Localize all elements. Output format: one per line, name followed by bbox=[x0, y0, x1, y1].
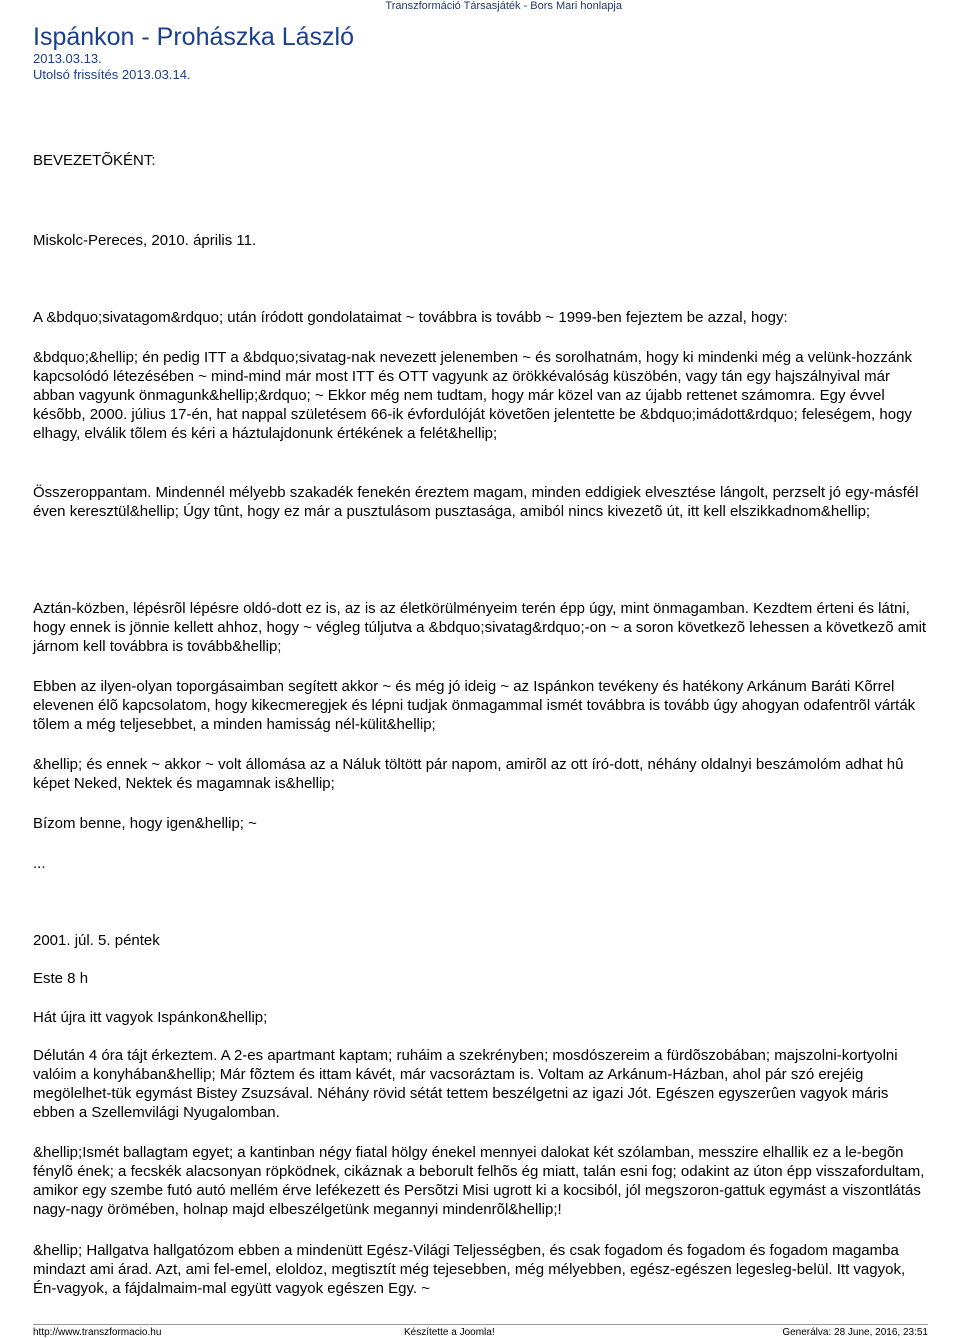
paragraph: &hellip;Ismét ballagtam egyet; a kantinban négy fiatal hölgy énekel mennyei dalokat két szólamban, messzire elhallik ez a le-begõn fénylõ ének; a fecskék alacsonyan röpködnek, cikáznak a beborult felhõs ég miatt, talán esni fog; odakint az úton épp visszafordultam, amikor egy szembe futó autó mellém érve lefékezett és Persõtzi Misi ugrott ki a kocsiból, jól megszoron-gattuk egymást a viszontlátás nagy-nagy örömében, holnap majd elbeszélgetünk megannyi mindenrõl&hellip;! bbox=[33, 1144, 925, 1218]
paragraph: A &bdquo;sivatagom&rdquo; után íródott gondolataimat ~ továbbra is tovább ~ 1999-ben fejeztem be azzal, hogy: bbox=[33, 309, 788, 326]
paragraph: &hellip; és ennek ~ akkor ~ volt állomása az a Náluk töltött pár napom, amirõl az ott író-dott, néhány oldalnyi beszámolóm adhat hû képet Neked, Nektek és magamnak is&hellip; bbox=[33, 756, 904, 792]
site-header: Transzformáció Társasjáték - Bors Mari honlapja bbox=[385, 0, 622, 12]
paragraph: Délután 4 óra tájt érkeztem. A 2-es apartmant kaptam; ruháim a szekrényben; mosdószereim a fürdõszobában; majszolni-kortyolni valóim a konyhában&hellip; Már fõztem és ittam kávét, már vacsoráztam is. Voltam az Arkánum-Házban, ahol pár szó erejéig megölelhet-tük egymást Bistey Zsuzsával. Néhány rövid sétát tettem beszélgetni az igazi Jót. Egészen egyszerûen vagyok máris ebben a Szellemvilági Nyugalomban. bbox=[33, 1047, 898, 1121]
paragraph: &bdquo;&hellip; én pedig ITT a &bdquo;sivatag-nak nevezett jelenemben ~ és sorolhatnám, hogy ki mindenki még a velünk-hozzánk kapcsolódó létezésében ~ mind-mind már most ITT és OTT vagyunk az örökkévalóság küszöbén, vagy tán egy hajszálnyival már abban vagyunk önmagunk&hellip;&rdquo; ~ Ekkor még nem tudtam, hogy már közel van az újabb rettenet számomra. Egy évvel késõbb, 2000. július 17-én, hat nappal születésem 66-ik évfordulóját követõen jelentette be &bdquo;imádott&rdquo; feleségem, hogy elhagy, elválik tõlem és kéri a háztulajdonunk értékének a felét&hellip; bbox=[33, 349, 913, 442]
footer-url[interactable]: http://www.transzformacio.hu bbox=[33, 1327, 162, 1338]
paragraph: 2001. júl. 5. péntek bbox=[33, 932, 160, 949]
paragraph: Ebben az ilyen-olyan toporgásaimban segített akkor ~ és még jó ideig ~ az Ispánkon tevékeny és hatékony Arkánum Baráti Kõrrel elevenen élõ kapcsolatom, hogy kikecmeregjek és lépni tudjak önmagammal ismét továbbra is tovább úgy ahogyan odafentrõl várták tõlem a még teljesebbet, a minden hamisság nél-külit&hellip; bbox=[33, 678, 916, 733]
paragraph: Hát újra itt vagyok Ispánkon&hellip; bbox=[33, 1009, 268, 1026]
paragraph: BEVEZETÕKÉNT: bbox=[33, 152, 156, 169]
footer-made-by: Készítette a Joomla! bbox=[404, 1327, 495, 1338]
footer-generated: Generálva: 28 June, 2016, 23:51 bbox=[782, 1327, 928, 1338]
article-dates bbox=[33, 51, 191, 83]
article-title: Ispánkon - Prohászka László bbox=[33, 23, 355, 51]
paragraph: &hellip; Hallgatva hallgatózom ebben a mindenütt Egész-Világi Teljességben, és csak fogadom és fogadom és fogadom magamba mindazt ami árad. Azt, ami fel-emel, eloldoz, megtisztít még tejesebben, még mélyebben, egész-egészen legesleg-belül. Itt vagyok, Én-vagyok, a fájdalmaim-mal együtt vagyok egészen Egy. ~ bbox=[33, 1242, 906, 1297]
paragraph: Miskolc-Pereces, 2010. április 11. bbox=[33, 232, 257, 249]
created-date: 2013.03.13. bbox=[33, 51, 102, 66]
paragraph: ... bbox=[33, 855, 46, 872]
paragraph: Aztán-közben, lépésrõl lépésre oldó-dott ez is, az is az életkörülményeim terén épp úgy, mint önmagamban. Kezdtem érteni és látni, hogy ennek is jönnie kellett ahhoz, hogy ~ végleg túljutva a &bdquo;sivatag&rdquo;-on ~ a soron következõ lehessen a következõ amit járnom kell továbbra is tovább&hellip; bbox=[33, 600, 927, 655]
footer bbox=[33, 1324, 928, 1338]
paragraph: Összeroppantam. Mindennél mélyebb szakadék fenekén éreztem magam, minden eddigiek elvesztése lángolt, perzselt jó egy-másfél éven keresztül&hellip; Úgy tûnt, hogy ez már a pusztulásom pusztasága, amiból nincs kivezetõ út, itt kell elszikkadnom&hellip; bbox=[33, 484, 919, 520]
updated-date: Utolsó frissítés 2013.03.14. bbox=[33, 67, 191, 82]
paragraph: Este 8 h bbox=[33, 970, 89, 987]
paragraph: Bízom benne, hogy igen&hellip; ~ bbox=[33, 815, 257, 832]
